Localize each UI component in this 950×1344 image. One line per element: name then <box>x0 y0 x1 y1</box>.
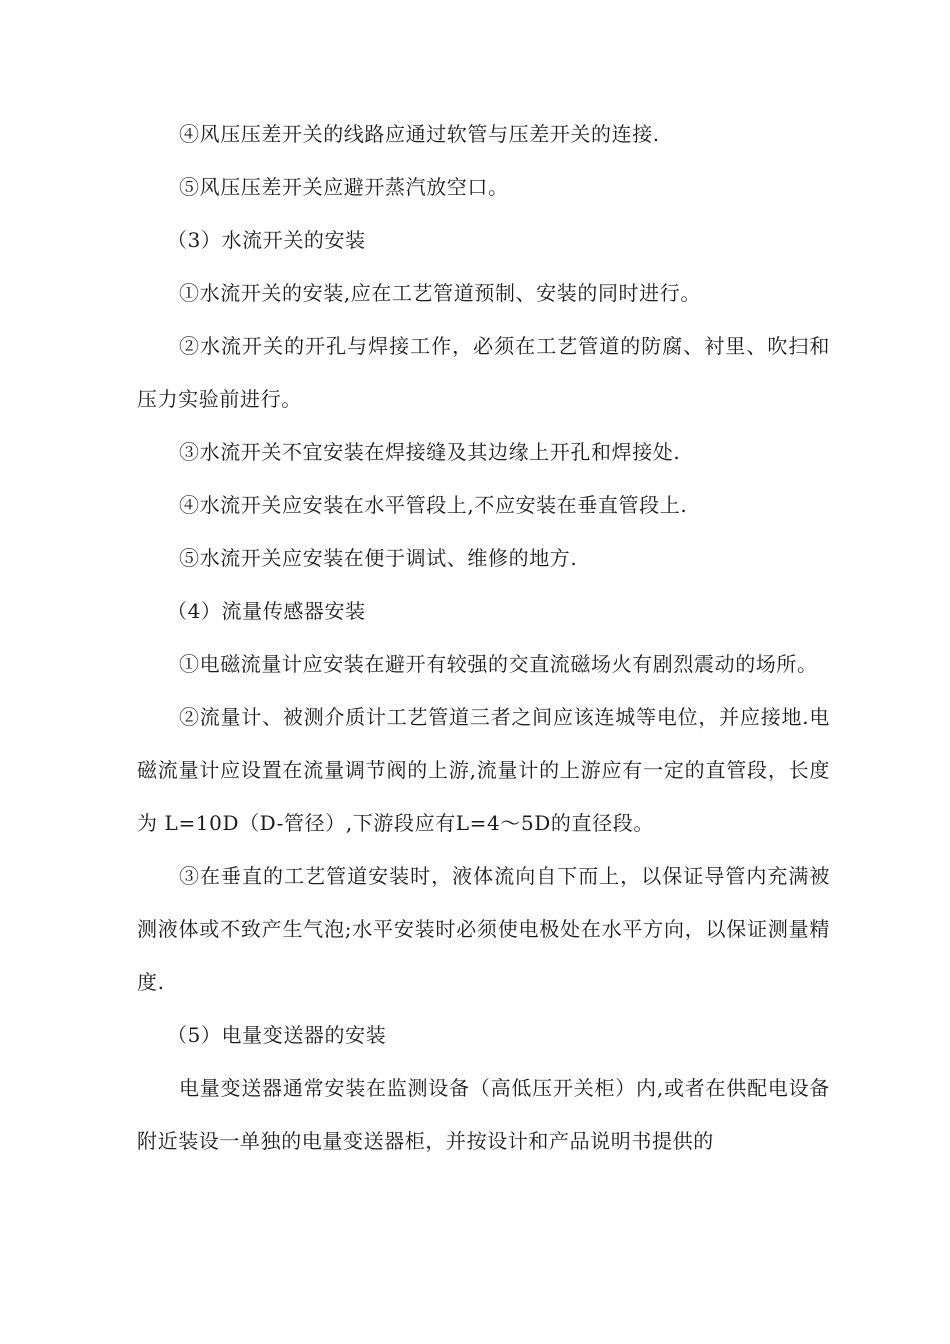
paragraph-item: ⑤水流开关应安装在便于调试、维修的地方. <box>179 546 578 570</box>
paragraph-item: ③在垂直的工艺管道安装时，液体流向自下而上，以保证导管内充满被测液体或不致产生气泡;水平安装时必须使电极处在水平方向，以保证测量精度. <box>137 864 830 994</box>
paragraph-item: ①水流开关的安装,应在工艺管道预制、安装的同时进行。 <box>179 281 701 305</box>
paragraph-item: ⑤风压压差开关应避开蒸汽放空口。 <box>179 175 509 199</box>
paragraph-item: ①电磁流量计应安装在避开有较强的交直流磁场火有剧烈震动的场所。 <box>179 652 818 676</box>
section-heading: （5）电量变送器的安装 <box>167 1023 387 1047</box>
section-heading: （3）水流开关的安装 <box>167 228 366 252</box>
paragraph-item: ③水流开关不宜安装在焊接缝及其边缘上开孔和焊接处. <box>179 440 681 464</box>
paragraph-body: 电量变送器通常安装在监测设备（高低压开关柜）内,或者在供配电设备附近装设一单独的电量变送器柜，并按设计和产品说明书提供的 <box>137 1076 830 1153</box>
paragraph-item: ④风压压差开关的线路应通过软管与压差开关的连接. <box>179 122 660 146</box>
section-heading: （4）流量传感器安装 <box>167 599 366 623</box>
paragraph-item: ②流量计、被测介质计工艺管道三者之间应该连城等电位，并应接地.电磁流量计应设置在流量调节阀的上游,流量计的上游应有一定的直管段，长度为 L=10D（D-管径）,下游段应有L=4～5D的直径段。 <box>137 705 830 835</box>
document-body <box>137 108 830 1168</box>
paragraph-item: ②水流开关的开孔与焊接工作，必须在工艺管道的防腐、衬里、吹扫和压力实验前进行。 <box>137 334 830 411</box>
paragraph-item: ④水流开关应安装在水平管段上,不应安装在垂直管段上. <box>179 493 688 517</box>
